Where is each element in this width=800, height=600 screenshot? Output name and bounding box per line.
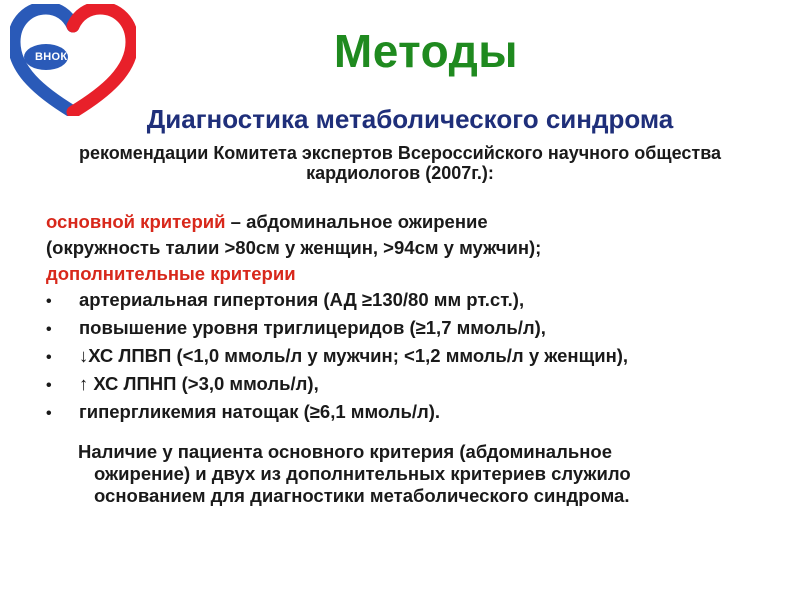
bullet-icon: •	[46, 405, 52, 422]
list-item-text: ↑ ХС ЛПНП (>3,0 ммоль/л),	[79, 373, 319, 394]
list-item-text: артериальная гипертония (АД ≥130/80 мм рт.ст.),	[79, 289, 525, 310]
logo-text: ВНОК	[35, 51, 68, 63]
bullet-icon: •	[46, 377, 52, 394]
list-item-text: ↓ХС ЛПВП (<1,0 ммоль/л у мужчин; <1,2 ммоль/л у женщин),	[79, 345, 629, 366]
main-criterion-label: основной критерий	[46, 211, 226, 232]
list-item	[46, 399, 766, 427]
conclusion-line: Наличие у пациента основного критерия (абдоминальное	[78, 441, 612, 462]
main-criterion-line	[46, 209, 766, 235]
bullet-icon: •	[46, 321, 52, 338]
subtitle: Диагностика метаболического синдрома	[146, 104, 674, 134]
page-title: Методы	[333, 25, 519, 77]
list-item-text: гипергликемия натощак (≥6,1 ммоль/л).	[79, 401, 441, 422]
list-item	[46, 287, 766, 315]
conclusion-paragraph	[78, 441, 758, 507]
list-item	[46, 371, 766, 399]
bullet-icon: •	[46, 293, 52, 310]
list-item	[46, 315, 766, 343]
list-item-text: повышение уровня триглицеридов (≥1,7 ммоль/л),	[79, 317, 546, 338]
criteria-block	[46, 209, 766, 427]
main-criterion-text: – абдоминальное ожирение	[225, 211, 488, 232]
additional-criteria-label: дополнительные критерии	[46, 263, 296, 284]
main-criterion-detail: (окружность талии >80см у женщин, >94см у мужчин);	[46, 237, 542, 258]
conclusion-line: основанием для диагностики метаболического синдрома.	[94, 485, 630, 506]
recommendations-text: рекомендации Комитета экспертов Всероссийского научного общества кардиологов (2007г.):	[78, 143, 722, 183]
conclusion-line: ожирение) и двух из дополнительных критериев служило	[94, 463, 631, 484]
bullet-icon: •	[46, 349, 52, 366]
list-item	[46, 343, 766, 371]
